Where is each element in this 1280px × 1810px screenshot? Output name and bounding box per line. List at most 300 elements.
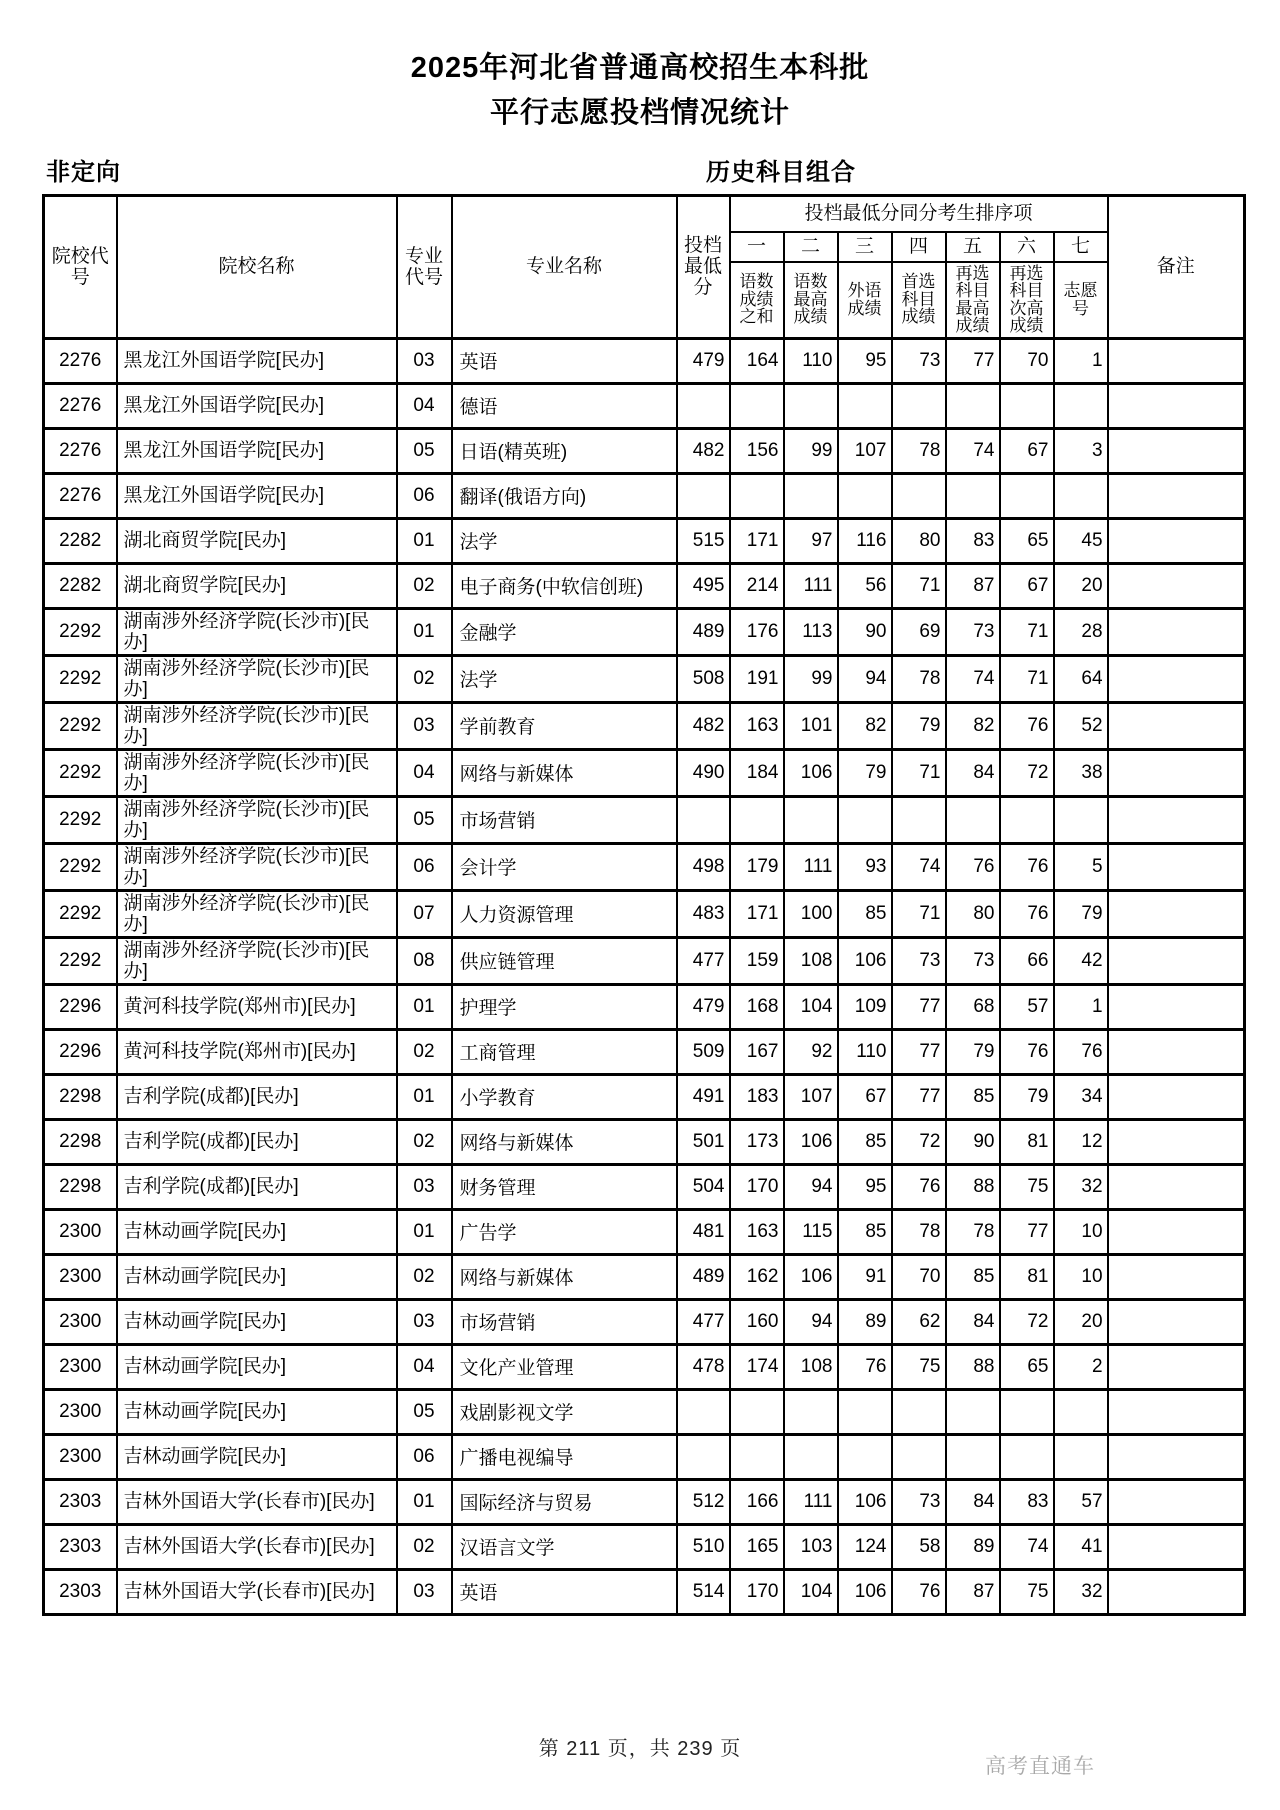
cell-major-code: 02 (397, 1119, 452, 1164)
cell-tiebreak-3: 93 (838, 843, 892, 890)
cell-tiebreak-6: 76 (1000, 890, 1054, 937)
cell-tiebreak-1 (730, 1434, 784, 1479)
cell-tiebreak-4: 69 (892, 608, 946, 655)
cell-tiebreak-2: 94 (784, 1299, 838, 1344)
cell-major-name: 人力资源管理 (452, 890, 677, 937)
header-min-score: 投档最低分 (677, 196, 730, 339)
cell-tiebreak-1: 167 (730, 1029, 784, 1074)
cell-tiebreak-1: 166 (730, 1479, 784, 1524)
cell-tiebreak-3: 90 (838, 608, 892, 655)
cell-tiebreak-1: 170 (730, 1164, 784, 1209)
cell-school-name: 湖北商贸学院[民办] (117, 563, 397, 608)
cell-tiebreak-3: 82 (838, 702, 892, 749)
cell-tiebreak-5 (946, 1389, 1000, 1434)
cell-school-code: 2298 (44, 1074, 117, 1119)
cell-min-score: 489 (677, 1254, 730, 1299)
cell-tiebreak-4: 80 (892, 518, 946, 563)
cell-major-code: 02 (397, 1254, 452, 1299)
cell-tiebreak-7: 10 (1054, 1254, 1108, 1299)
cell-major-name: 翻译(俄语方向) (452, 473, 677, 518)
cell-tiebreak-2: 111 (784, 843, 838, 890)
cell-major-name: 供应链管理 (452, 937, 677, 984)
cell-tiebreak-6 (1000, 1389, 1054, 1434)
cell-min-score (677, 383, 730, 428)
cell-school-name: 吉林动画学院[民办] (117, 1254, 397, 1299)
cell-school-code: 2296 (44, 984, 117, 1029)
cell-min-score: 490 (677, 749, 730, 796)
header-major-name: 专业名称 (452, 196, 677, 339)
table-header (44, 196, 1245, 339)
cell-tiebreak-2: 108 (784, 1344, 838, 1389)
cell-major-name: 戏剧影视文学 (452, 1389, 677, 1434)
cell-tiebreak-1: 162 (730, 1254, 784, 1299)
plan-type-label: 非定向 (46, 159, 121, 186)
cell-school-name: 黑龙江外国语学院[民办] (117, 428, 397, 473)
cell-remark (1108, 1569, 1245, 1614)
cell-major-name: 汉语言文学 (452, 1524, 677, 1569)
cell-tiebreak-3 (838, 796, 892, 843)
cell-remark (1108, 518, 1245, 563)
cell-tiebreak-7: 12 (1054, 1119, 1108, 1164)
cell-tiebreak-4: 78 (892, 1209, 946, 1254)
cell-tiebreak-2 (784, 796, 838, 843)
cell-tiebreak-3: 56 (838, 563, 892, 608)
cell-tiebreak-3: 85 (838, 1119, 892, 1164)
cell-tiebreak-3: 79 (838, 749, 892, 796)
cell-school-code: 2300 (44, 1299, 117, 1344)
cell-school-name: 湖北商贸学院[民办] (117, 518, 397, 563)
cell-tiebreak-4: 75 (892, 1344, 946, 1389)
cell-major-name: 网络与新媒体 (452, 1254, 677, 1299)
cell-school-name: 吉林外国语大学(长春市)[民办] (117, 1569, 397, 1614)
cell-school-name: 吉林外国语大学(长春市)[民办] (117, 1524, 397, 1569)
cell-school-code: 2298 (44, 1164, 117, 1209)
cell-remark (1108, 655, 1245, 702)
cell-min-score: 479 (677, 338, 730, 383)
cell-major-code: 01 (397, 518, 452, 563)
cell-school-name: 吉林外国语大学(长春市)[民办] (117, 1479, 397, 1524)
cell-tiebreak-1: 214 (730, 563, 784, 608)
cell-school-code: 2292 (44, 749, 117, 796)
cell-tiebreak-7: 34 (1054, 1074, 1108, 1119)
cell-remark (1108, 1479, 1245, 1524)
table-row (44, 1524, 1245, 1569)
cell-tiebreak-7: 52 (1054, 702, 1108, 749)
cell-tiebreak-1: 171 (730, 518, 784, 563)
cell-tiebreak-4: 77 (892, 1074, 946, 1119)
cell-tiebreak-1: 159 (730, 937, 784, 984)
cell-tiebreak-1: 163 (730, 702, 784, 749)
cell-tiebreak-4 (892, 1434, 946, 1479)
watermark: 高考直通车 (985, 1755, 1095, 1778)
cell-school-code: 2292 (44, 655, 117, 702)
cell-tiebreak-7: 57 (1054, 1479, 1108, 1524)
cell-school-name: 黑龙江外国语学院[民办] (117, 473, 397, 518)
cell-major-code: 03 (397, 1299, 452, 1344)
cell-tiebreak-7: 1 (1054, 338, 1108, 383)
cell-remark (1108, 1344, 1245, 1389)
cell-tiebreak-6: 66 (1000, 937, 1054, 984)
cell-school-name: 吉林动画学院[民办] (117, 1434, 397, 1479)
cell-min-score: 477 (677, 937, 730, 984)
cell-tiebreak-5: 88 (946, 1344, 1000, 1389)
cell-tiebreak-6 (1000, 383, 1054, 428)
table-row (44, 1164, 1245, 1209)
cell-major-name: 会计学 (452, 843, 677, 890)
cell-school-code: 2292 (44, 890, 117, 937)
cell-school-code: 2300 (44, 1254, 117, 1299)
cell-major-name: 学前教育 (452, 702, 677, 749)
cell-tiebreak-1 (730, 383, 784, 428)
cell-remark (1108, 1074, 1245, 1119)
cell-tiebreak-5: 79 (946, 1029, 1000, 1074)
cell-tiebreak-5: 85 (946, 1254, 1000, 1299)
cell-major-name: 文化产业管理 (452, 1344, 677, 1389)
cell-remark (1108, 338, 1245, 383)
cell-major-code: 02 (397, 1524, 452, 1569)
cell-tiebreak-5: 82 (946, 702, 1000, 749)
table-row (44, 1119, 1245, 1164)
cell-major-code: 03 (397, 702, 452, 749)
cell-min-score (677, 796, 730, 843)
cell-major-name: 金融学 (452, 608, 677, 655)
table-row (44, 1479, 1245, 1524)
cell-tiebreak-5 (946, 1434, 1000, 1479)
header-tiebreak-num-7: 七 (1054, 232, 1108, 262)
cell-tiebreak-6: 77 (1000, 1209, 1054, 1254)
cell-tiebreak-4 (892, 1389, 946, 1434)
cell-tiebreak-5: 74 (946, 655, 1000, 702)
cell-tiebreak-3: 107 (838, 428, 892, 473)
cell-school-code: 2282 (44, 518, 117, 563)
cell-tiebreak-2: 104 (784, 1569, 838, 1614)
cell-tiebreak-2: 110 (784, 338, 838, 383)
cell-tiebreak-2: 111 (784, 1479, 838, 1524)
cell-tiebreak-7: 3 (1054, 428, 1108, 473)
cell-tiebreak-2: 106 (784, 749, 838, 796)
cell-tiebreak-1: 174 (730, 1344, 784, 1389)
cell-remark (1108, 563, 1245, 608)
cell-tiebreak-5 (946, 796, 1000, 843)
cell-min-score: 498 (677, 843, 730, 890)
cell-tiebreak-1: 170 (730, 1569, 784, 1614)
cell-major-name: 工商管理 (452, 1029, 677, 1074)
cell-remark (1108, 1434, 1245, 1479)
cell-min-score (677, 1434, 730, 1479)
cell-tiebreak-4: 73 (892, 338, 946, 383)
cell-tiebreak-7: 76 (1054, 1029, 1108, 1074)
header-school-name: 院校名称 (117, 196, 397, 339)
cell-tiebreak-3: 67 (838, 1074, 892, 1119)
cell-min-score: 514 (677, 1569, 730, 1614)
cell-school-code: 2300 (44, 1344, 117, 1389)
cell-remark (1108, 1119, 1245, 1164)
cell-school-name: 湖南涉外经济学院(长沙市)[民办] (117, 843, 397, 890)
cell-min-score: 482 (677, 702, 730, 749)
cell-tiebreak-3: 109 (838, 984, 892, 1029)
cell-remark (1108, 937, 1245, 984)
cell-major-name: 广播电视编导 (452, 1434, 677, 1479)
cell-major-code: 03 (397, 1569, 452, 1614)
cell-tiebreak-5: 87 (946, 1569, 1000, 1614)
cell-tiebreak-6: 57 (1000, 984, 1054, 1029)
cell-tiebreak-7: 32 (1054, 1569, 1108, 1614)
header-tiebreak-label-1: 语数成绩之和 (730, 262, 784, 339)
cell-school-code: 2276 (44, 473, 117, 518)
cell-tiebreak-2: 101 (784, 702, 838, 749)
cell-tiebreak-5: 68 (946, 984, 1000, 1029)
cell-tiebreak-1 (730, 473, 784, 518)
cell-tiebreak-5: 73 (946, 608, 1000, 655)
table-row (44, 563, 1245, 608)
cell-major-code: 06 (397, 473, 452, 518)
cell-tiebreak-1: 165 (730, 1524, 784, 1569)
cell-tiebreak-7: 32 (1054, 1164, 1108, 1209)
cell-tiebreak-6: 67 (1000, 428, 1054, 473)
cell-min-score: 477 (677, 1299, 730, 1344)
cell-tiebreak-2: 97 (784, 518, 838, 563)
cell-tiebreak-5: 80 (946, 890, 1000, 937)
cell-major-name: 日语(精英班) (452, 428, 677, 473)
cell-tiebreak-7: 79 (1054, 890, 1108, 937)
cell-remark (1108, 473, 1245, 518)
cell-school-code: 2292 (44, 796, 117, 843)
cell-tiebreak-7 (1054, 796, 1108, 843)
cell-tiebreak-1: 183 (730, 1074, 784, 1119)
cell-school-code: 2298 (44, 1119, 117, 1164)
cell-major-name: 广告学 (452, 1209, 677, 1254)
cell-major-code: 01 (397, 1479, 452, 1524)
cell-tiebreak-5: 76 (946, 843, 1000, 890)
header-tiebreak-label-2: 语数最高成绩 (784, 262, 838, 339)
cell-school-name: 湖南涉外经济学院(长沙市)[民办] (117, 702, 397, 749)
cell-tiebreak-1: 163 (730, 1209, 784, 1254)
header-tiebreak-num-6: 六 (1000, 232, 1054, 262)
table-row (44, 890, 1245, 937)
cell-remark (1108, 984, 1245, 1029)
cell-major-name: 英语 (452, 1569, 677, 1614)
cell-tiebreak-6: 83 (1000, 1479, 1054, 1524)
cell-major-code: 06 (397, 1434, 452, 1479)
cell-major-name: 英语 (452, 338, 677, 383)
cell-tiebreak-4: 76 (892, 1569, 946, 1614)
cell-tiebreak-2: 106 (784, 1119, 838, 1164)
cell-tiebreak-7: 2 (1054, 1344, 1108, 1389)
cell-tiebreak-3 (838, 1434, 892, 1479)
cell-tiebreak-1: 179 (730, 843, 784, 890)
cell-tiebreak-5: 84 (946, 749, 1000, 796)
cell-major-code: 07 (397, 890, 452, 937)
cell-tiebreak-1: 191 (730, 655, 784, 702)
cell-major-code: 05 (397, 428, 452, 473)
cell-tiebreak-4: 71 (892, 563, 946, 608)
cell-tiebreak-4: 78 (892, 655, 946, 702)
cell-tiebreak-6: 70 (1000, 338, 1054, 383)
header-tiebreak-label-6: 再选科目次高成绩 (1000, 262, 1054, 339)
cell-tiebreak-4: 79 (892, 702, 946, 749)
cell-tiebreak-2: 108 (784, 937, 838, 984)
cell-min-score: 489 (677, 608, 730, 655)
cell-remark (1108, 890, 1245, 937)
header-major-code: 专业代号 (397, 196, 452, 339)
cell-tiebreak-5: 90 (946, 1119, 1000, 1164)
cell-school-code: 2303 (44, 1524, 117, 1569)
header-tiebreak-num-1: 一 (730, 232, 784, 262)
cell-tiebreak-2: 103 (784, 1524, 838, 1569)
cell-school-code: 2303 (44, 1479, 117, 1524)
cell-tiebreak-1 (730, 1389, 784, 1434)
cell-tiebreak-7: 10 (1054, 1209, 1108, 1254)
cell-tiebreak-2 (784, 1434, 838, 1479)
cell-tiebreak-6: 81 (1000, 1254, 1054, 1299)
cell-school-code: 2292 (44, 937, 117, 984)
cell-tiebreak-4 (892, 796, 946, 843)
cell-min-score: 501 (677, 1119, 730, 1164)
cell-school-name: 湖南涉外经济学院(长沙市)[民办] (117, 655, 397, 702)
cell-tiebreak-6: 76 (1000, 702, 1054, 749)
cell-remark (1108, 702, 1245, 749)
cell-tiebreak-5: 85 (946, 1074, 1000, 1119)
table-row (44, 1074, 1245, 1119)
cell-tiebreak-7: 5 (1054, 843, 1108, 890)
cell-remark (1108, 1254, 1245, 1299)
cell-min-score: 491 (677, 1074, 730, 1119)
cell-min-score: 515 (677, 518, 730, 563)
cell-tiebreak-3: 106 (838, 937, 892, 984)
cell-school-name: 吉利学院(成都)[民办] (117, 1164, 397, 1209)
cell-min-score: 478 (677, 1344, 730, 1389)
cell-tiebreak-7: 42 (1054, 937, 1108, 984)
cell-tiebreak-1 (730, 796, 784, 843)
cell-school-name: 湖南涉外经济学院(长沙市)[民办] (117, 608, 397, 655)
table-body (44, 338, 1245, 1614)
cell-school-code: 2300 (44, 1209, 117, 1254)
header-tiebreak-num-2: 二 (784, 232, 838, 262)
cell-tiebreak-7 (1054, 473, 1108, 518)
cell-school-name: 湖南涉外经济学院(长沙市)[民办] (117, 890, 397, 937)
table-row (44, 1029, 1245, 1074)
cell-remark (1108, 1164, 1245, 1209)
cell-tiebreak-7 (1054, 383, 1108, 428)
cell-school-name: 黄河科技学院(郑州市)[民办] (117, 1029, 397, 1074)
cell-tiebreak-7 (1054, 1434, 1108, 1479)
cell-tiebreak-3 (838, 383, 892, 428)
header-tiebreak-num-5: 五 (946, 232, 1000, 262)
cell-tiebreak-3: 116 (838, 518, 892, 563)
page-number: 第 211 页，共 239 页 (538, 1738, 742, 1760)
cell-tiebreak-2: 94 (784, 1164, 838, 1209)
cell-tiebreak-1: 173 (730, 1119, 784, 1164)
cell-major-code: 02 (397, 655, 452, 702)
cell-min-score: 504 (677, 1164, 730, 1209)
cell-major-name: 国际经济与贸易 (452, 1479, 677, 1524)
cell-tiebreak-1: 171 (730, 890, 784, 937)
cell-remark (1108, 1524, 1245, 1569)
cell-tiebreak-1: 164 (730, 338, 784, 383)
cell-tiebreak-4: 71 (892, 749, 946, 796)
table-row (44, 1569, 1245, 1614)
cell-min-score: 482 (677, 428, 730, 473)
cell-major-name: 市场营销 (452, 796, 677, 843)
cell-major-name: 电子商务(中软信创班) (452, 563, 677, 608)
cell-school-code: 2300 (44, 1434, 117, 1479)
table-row (44, 1299, 1245, 1344)
header-tiebreak-num-4: 四 (892, 232, 946, 262)
cell-tiebreak-6: 71 (1000, 655, 1054, 702)
table-row (44, 655, 1245, 702)
cell-tiebreak-5: 89 (946, 1524, 1000, 1569)
cell-tiebreak-1: 176 (730, 608, 784, 655)
cell-tiebreak-4: 62 (892, 1299, 946, 1344)
cell-min-score: 495 (677, 563, 730, 608)
cell-tiebreak-5: 88 (946, 1164, 1000, 1209)
cell-major-name: 网络与新媒体 (452, 749, 677, 796)
cell-school-name: 黑龙江外国语学院[民办] (117, 338, 397, 383)
cell-tiebreak-3: 124 (838, 1524, 892, 1569)
cell-school-code: 2292 (44, 608, 117, 655)
table-row (44, 702, 1245, 749)
cell-tiebreak-5 (946, 383, 1000, 428)
table-row (44, 1344, 1245, 1389)
cell-major-code: 06 (397, 843, 452, 890)
cell-remark (1108, 796, 1245, 843)
cell-school-name: 黄河科技学院(郑州市)[民办] (117, 984, 397, 1029)
cell-tiebreak-2: 115 (784, 1209, 838, 1254)
cell-tiebreak-4: 78 (892, 428, 946, 473)
cell-major-code: 03 (397, 338, 452, 383)
cell-tiebreak-1: 160 (730, 1299, 784, 1344)
cell-major-code: 01 (397, 1209, 452, 1254)
cell-remark (1108, 843, 1245, 890)
cell-tiebreak-6: 71 (1000, 608, 1054, 655)
cell-tiebreak-7: 20 (1054, 1299, 1108, 1344)
cell-tiebreak-6: 74 (1000, 1524, 1054, 1569)
cell-tiebreak-5: 73 (946, 937, 1000, 984)
cell-major-code: 04 (397, 749, 452, 796)
table-row (44, 1209, 1245, 1254)
cell-school-code: 2300 (44, 1389, 117, 1434)
cell-remark (1108, 1299, 1245, 1344)
table-row (44, 843, 1245, 890)
cell-tiebreak-6: 75 (1000, 1164, 1054, 1209)
cell-major-code: 05 (397, 796, 452, 843)
cell-tiebreak-2: 92 (784, 1029, 838, 1074)
cell-tiebreak-5 (946, 473, 1000, 518)
cell-tiebreak-4: 77 (892, 984, 946, 1029)
cell-tiebreak-4 (892, 383, 946, 428)
cell-major-name: 法学 (452, 518, 677, 563)
cell-tiebreak-6: 72 (1000, 1299, 1054, 1344)
header-tiebreak-label-7: 志愿号 (1054, 262, 1108, 339)
header-remark: 备注 (1108, 196, 1245, 339)
table-row (44, 1389, 1245, 1434)
cell-remark (1108, 608, 1245, 655)
cell-tiebreak-2: 113 (784, 608, 838, 655)
cell-tiebreak-4: 70 (892, 1254, 946, 1299)
cell-school-name: 黑龙江外国语学院[民办] (117, 383, 397, 428)
header-tiebreak-group: 投档最低分同分考生排序项 (730, 196, 1108, 232)
cell-major-code: 01 (397, 1074, 452, 1119)
cell-school-code: 2292 (44, 702, 117, 749)
cell-min-score: 510 (677, 1524, 730, 1569)
table-row (44, 383, 1245, 428)
cell-tiebreak-7: 41 (1054, 1524, 1108, 1569)
cell-school-name: 湖南涉外经济学院(长沙市)[民办] (117, 749, 397, 796)
cell-tiebreak-4 (892, 473, 946, 518)
cell-min-score: 512 (677, 1479, 730, 1524)
cell-major-code: 02 (397, 563, 452, 608)
cell-tiebreak-1: 168 (730, 984, 784, 1029)
